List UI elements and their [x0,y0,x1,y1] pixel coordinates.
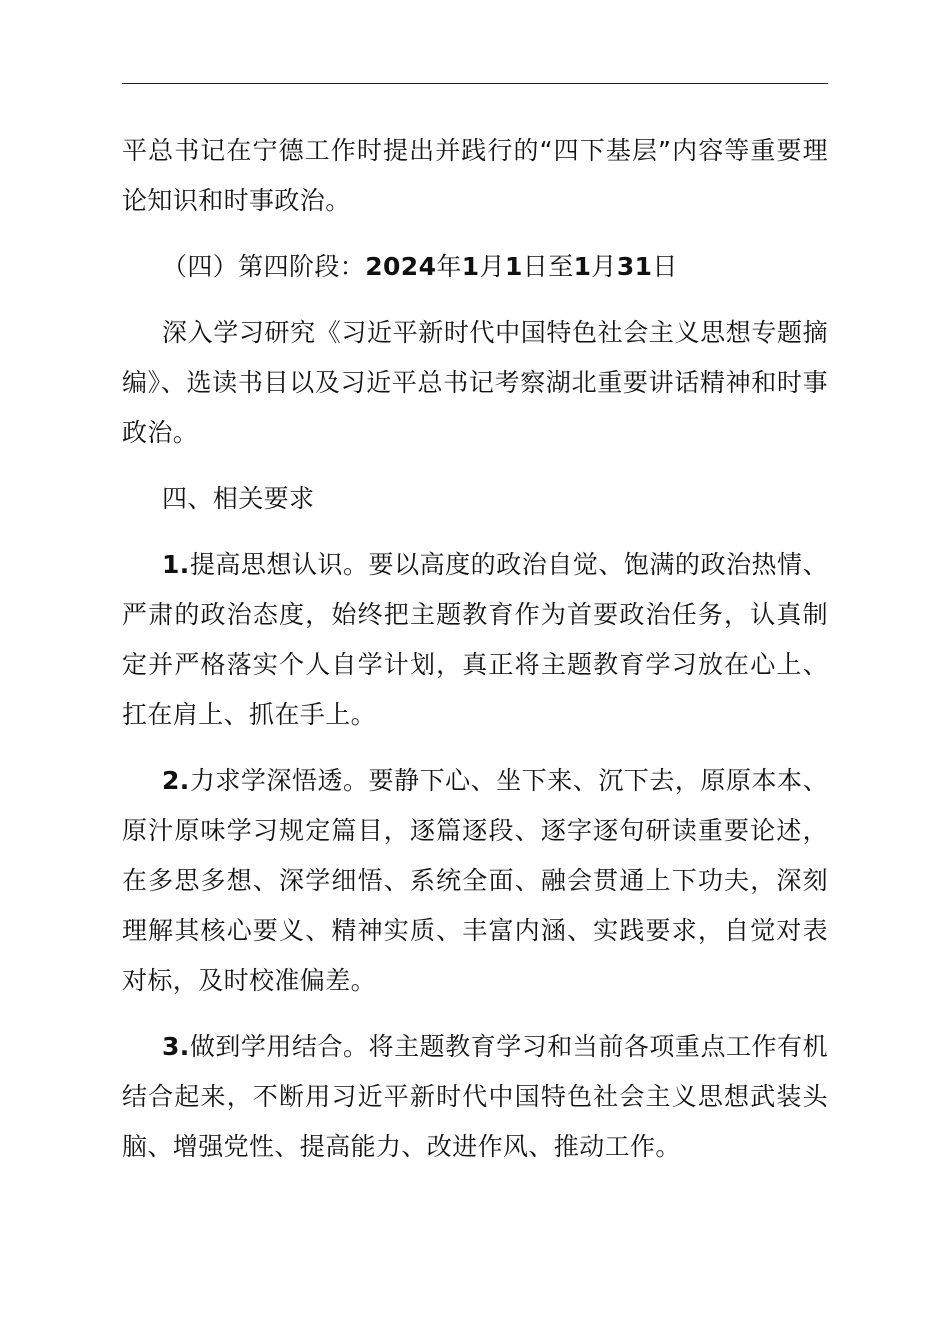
stage-four-content: 深入学习研究《习近平新时代中国特色社会主义思想专题摘编》、选读书目以及习近平总书记考察湖北重要讲话精神和时事政治。 [122,318,828,447]
section-heading-requirements: 四、相关要求 [162,484,315,513]
document-body [122,126,828,1172]
stage-text: 月 [591,252,617,281]
requirement-item-3 [122,1022,828,1172]
header-rule [122,83,828,84]
requirement-item-2 [122,756,828,1006]
stage-text: 日 [652,252,678,281]
requirement-text: 力求学深悟透。要静下心、坐下来、沉下去，原原本本、原汁原味学习规定篇目，逐篇逐段、逐字逐句研读重要论述，在多思多想、深学细悟、系统全面、融会贯通上下功夫，深刻理解其核心要义、精神实质、丰富内涵、实践要求，自觉对表对标，及时校准偏差。 [122,766,828,995]
requirement-text: 做到学用结合。将主题教育学习和当前各项重点工作有机结合起来，不断用习近平新时代中国特色社会主义思想武装头脑、增强党性、提高能力、改进作风、推动工作。 [122,1032,828,1161]
stage-day-end: 31 [616,252,653,281]
paragraph-continuation: 平总书记在宁德工作时提出并践行的“四下基层”内容等重要理论知识和时事政治。 [122,136,828,215]
stage-text: 年 [436,252,462,281]
stage-month-start: 1 [461,252,480,281]
requirement-number: 3. [162,1032,190,1061]
requirement-text: 提高思想认识。要以高度的政治自觉、饱满的政治热情、严肃的政治态度，始终把主题教育作为首要政治任务，认真制定并严格落实个人自学计划，真正将主题教育学习放在心上、扛在肩上、抓在手上。 [122,550,828,729]
stage-text: 日至 [522,252,574,281]
requirement-number: 1. [162,550,190,579]
stage-prefix: （四）第四阶段： [162,252,366,281]
stage-month-end: 1 [573,252,592,281]
requirement-item-1 [122,540,828,740]
stage-four-heading [122,242,828,292]
stage-year: 2024 [365,252,437,281]
stage-day-start: 1 [505,252,523,281]
requirement-number: 2. [162,766,190,795]
stage-text: 月 [479,252,505,281]
